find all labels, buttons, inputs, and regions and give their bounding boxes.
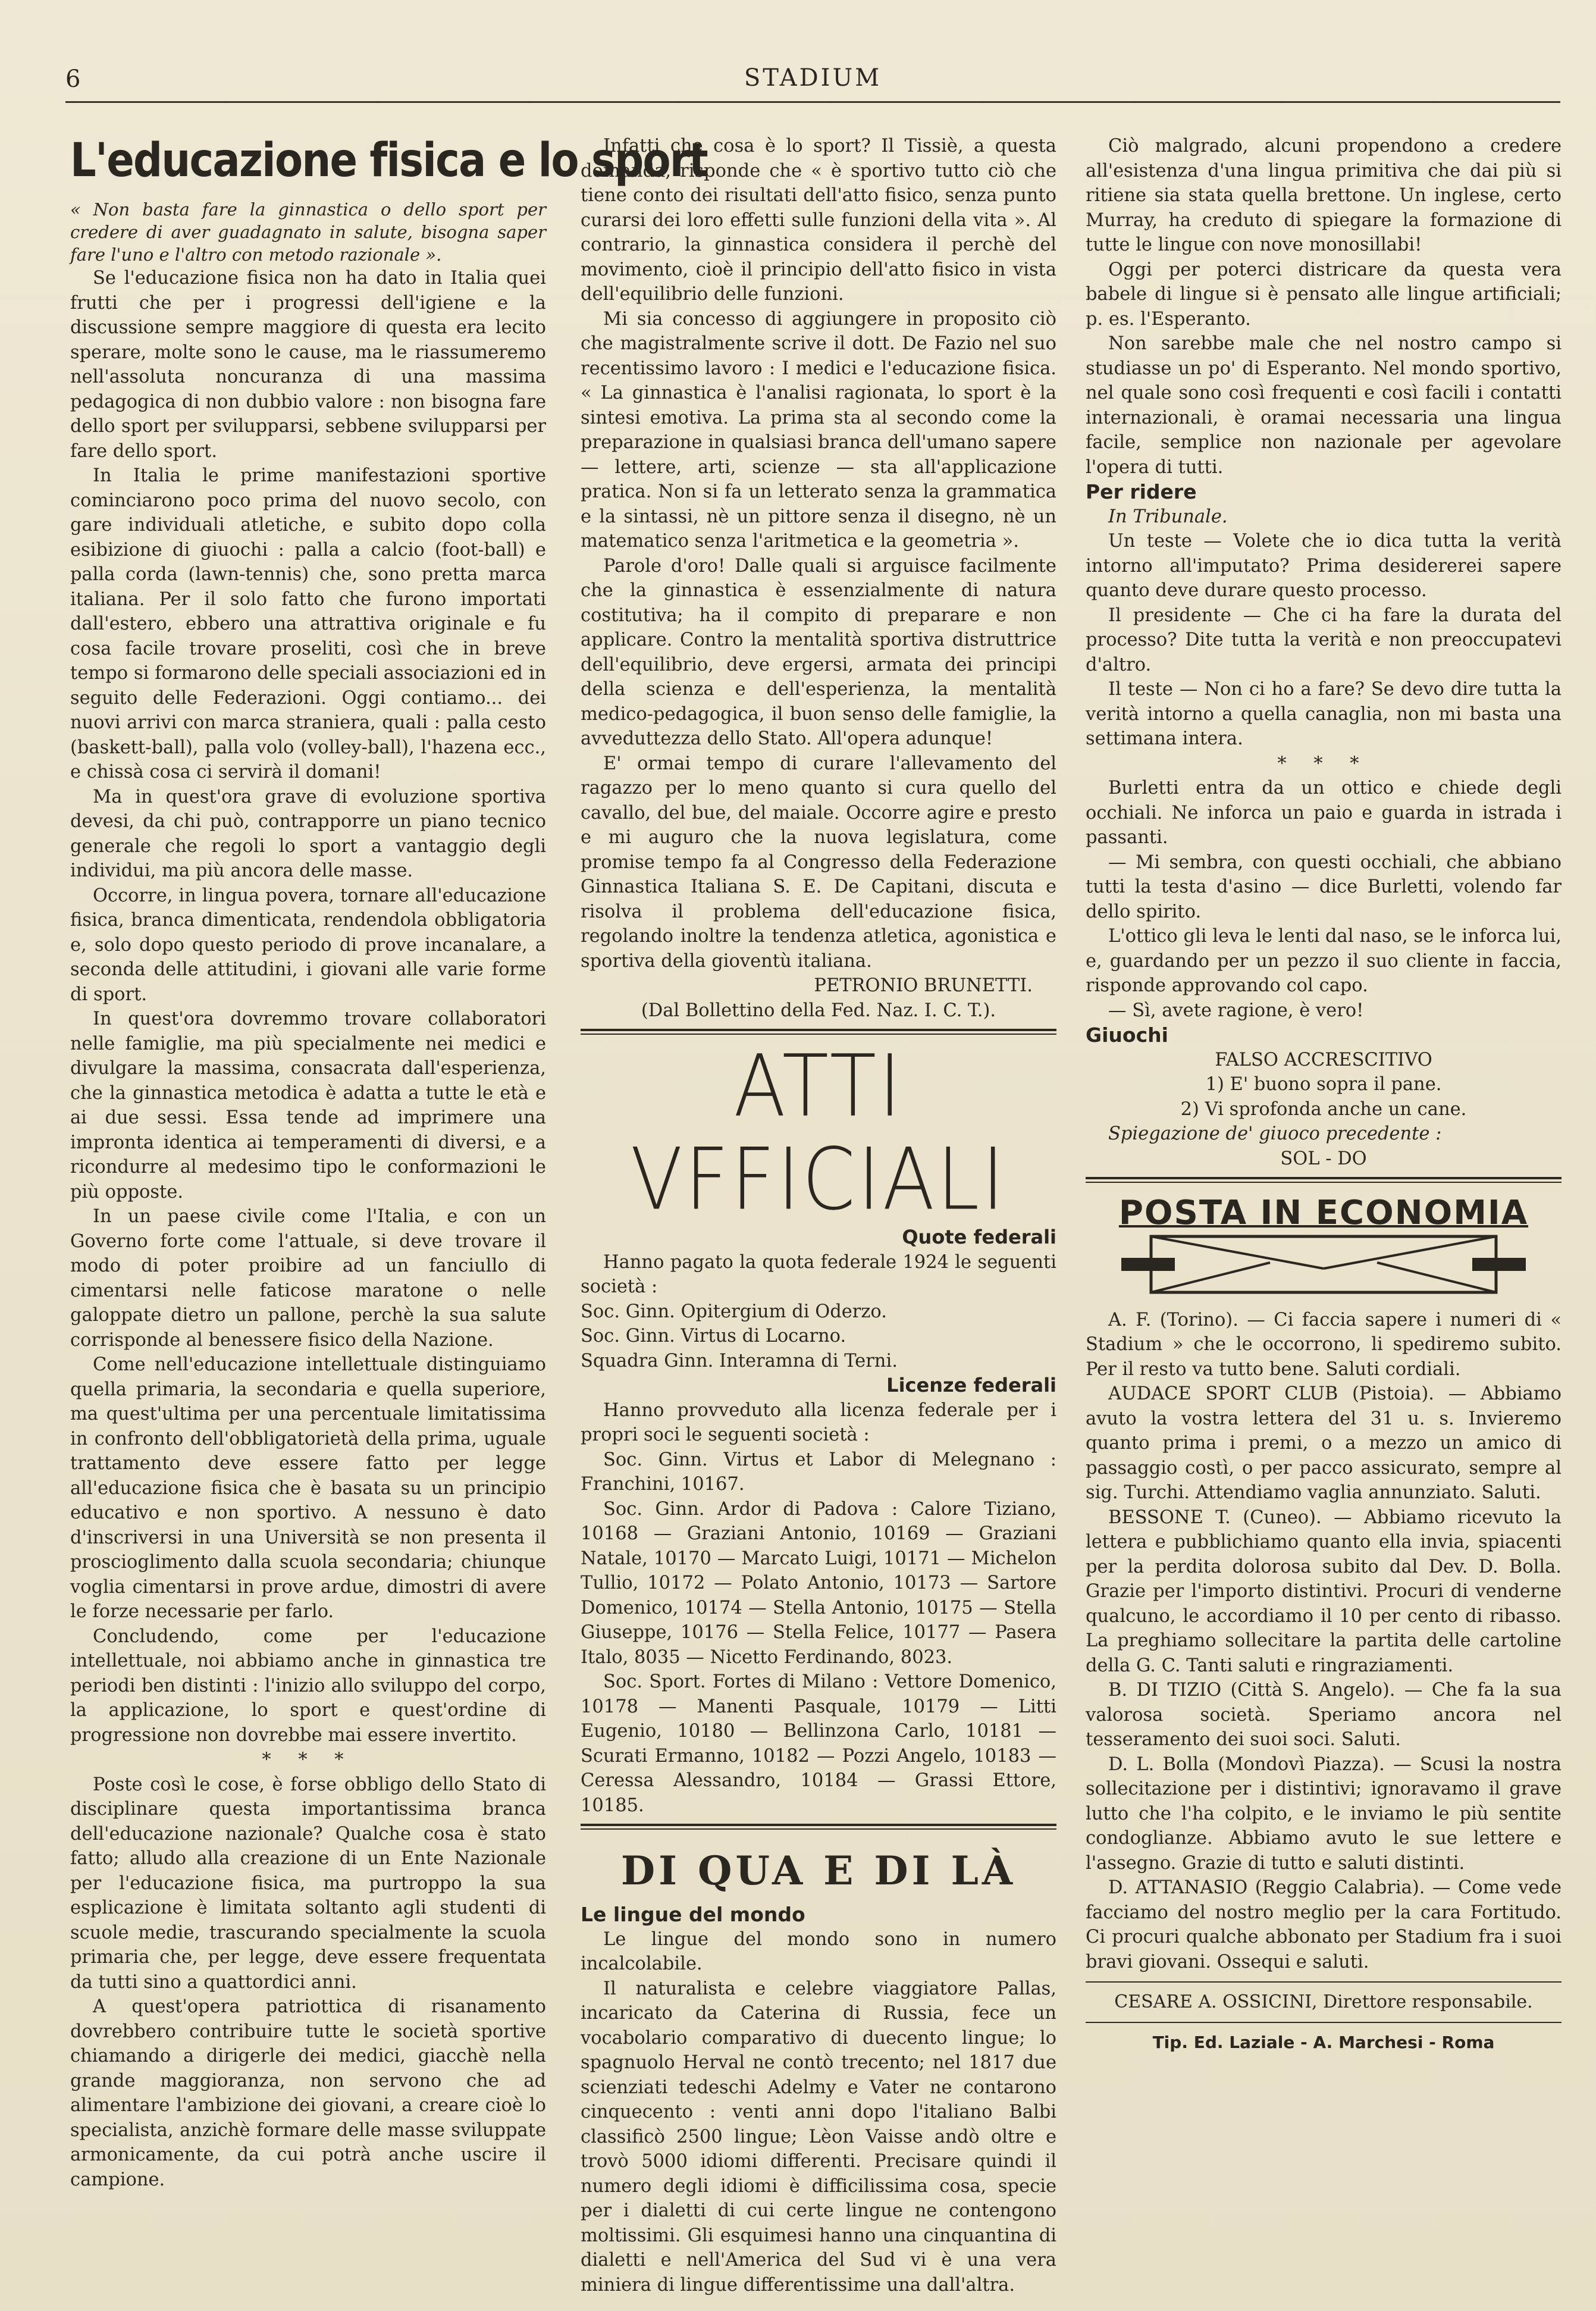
lingue-paragraph: Il naturalista e celebre viaggiatore Pallas, incaricato da Caterina di Russia, fece un vocabolario comparativo di duecento lingue; lo spagnuolo Herval ne contò trecento; nel 1817 due scienziati tedeschi Adelmy e Vater ne contarono cinquecento : venti anni dopo l'italiano Balbi classificò 2500 lingue; Lèon Vaisse andò oltre e trovò 5000 idiomi differenti. Precisare quindi il numero degli idiomi è difficilissima cosa, specie per i dialetti di cui certe lingue ne contengono moltissimi. Gli esquimesi hanno una cinquantina di dialetti e nell'America del Sud vi è una vera miniera di lingue differentissime una dall'altra. [581, 1978, 1056, 2296]
quote-federali-heading: Quote federali [902, 1226, 1056, 1248]
quote-item: Squadra Ginn. Interamna di Terni. [581, 1350, 898, 1371]
licenze-federali-heading: Licenze federali [886, 1374, 1056, 1396]
lingue-paragraph: Non sarebbe male che nel nostro campo si studiasse un po' di Esperanto. Nel mondo sportivo, nel quale sono così frequenti e così facili i contatti internazionali, è oramai necessaria una lingua facile, semplice non nazionale per agevolare l'opera di tutti. [1086, 333, 1561, 478]
posta-title-text: POSTA IN ECONOMIA [1118, 1194, 1529, 1232]
lingue-paragraph: Le lingue del mondo sono in numero incalcolabile. [581, 1928, 1056, 1974]
article-paragraph: A quest'opera patriottica di risanamento dovrebbero contribuire tutte le società sportive chiamando a dirigerle dei medici, giacchè nella grande maggioranza, non servono che ad alimentare l'ambizione dei giovani, a creare cioè lo specialista, anzichè formare delle masse sviluppate armonicamente, da cui potrà anche uscire il campione. [70, 1996, 546, 2190]
posta-in-economia-heading [1086, 1194, 1561, 1232]
column-3 [1086, 134, 1561, 2055]
article-paragraph: E' ormai tempo di curare l'allevamento del ragazzo per lo meno quanto si cura quello del cavallo, del bue, del maiale. Occorre agire e presto e mi auguro che la nuova legislatura, come promise tempo fa al Congresso della Federazione Ginnastica Italiana S. E. De Capitani, discuta e risolva il problema dell'educazione fisica, regolando inoltre la tendenza atletica, agonistica e sportiva della gioventù italiana. [581, 753, 1056, 972]
article-paragraph: In un paese civile come l'Italia, e con un Governo forte come l'attuale, si deve trovare il modo di poter proibire ad un fanciullo di cimentarsi nelle faticose maratone o nelle galoppate dietro un pallone, perchè la sua salute corrisponde al benessere fisico della Nazione. [70, 1206, 546, 1351]
divider [581, 1029, 1056, 1035]
quote-item: Soc. Ginn. Opitergium di Oderzo. [581, 1301, 887, 1322]
posta-item: D. L. Bolla (Mondovì Piazza). — Scusi la nostra sollecitazione per i distintivi; ignoravamo il grave lutto che l'ha colpito, e le inviamo le più sentite condoglianze. Abbiamo avuto le sue lettere e l'assegno. Grazie di tutto e saluti distinti. [1086, 1753, 1561, 1874]
lingue-paragraph: Oggi per poterci districare da questa vera babele di lingue si è pensato alle lingue artificiali; p. es. l'Esperanto. [1086, 259, 1561, 330]
article-title: L'educazione fisica e lo sport [70, 134, 707, 187]
divider [1086, 1177, 1561, 1183]
section-separator: * * * [262, 1749, 355, 1770]
posta-item: AUDACE SPORT CLUB (Pistoia). — Abbiamo avuto la vostra lettera del 31 u. s. Invieremo quanto prima i premi, o a mezzo un amico di passaggio costì, o per pacco assicurato, sempre al sig. Turchi. Attendiamo vaglia annunziato. Saluti. [1086, 1383, 1561, 1503]
posta-item: A. F. (Torino). — Ci faccia sapere i numeri di « Stadium » che le occorrono, li spediremo subito. Per il resto va tutto bene. Saluti cordiali. [1086, 1309, 1561, 1380]
giuoco-spiegazione: Spiegazione de' giuoco precedente : [1108, 1123, 1442, 1144]
article-paragraph: Infatti che cosa è lo sport? Il Tissiè, a questa domanda, risponde che « è sportivo tutto ciò che tiene conto dei risultati dell'atto fisico, senza punto curarsi dei loro effetti sulle funzioni della vita ». Al contrario, la ginnastica considera il perchè del movimento, cioè il principio dell'atto fisico in vista dell'equilibrio delle funzioni. [581, 136, 1056, 305]
quote-item: Soc. Ginn. Virtus di Locarno. [581, 1326, 846, 1346]
joke-line: — Mi sembra, con questi occhiali, che abbiano tutti la testa d'asino — dice Burletti, volendo far dello spirito. [1086, 851, 1561, 922]
joke-line: — Sì, avete ragione, è vero! [1108, 1000, 1364, 1021]
licenze-intro: Hanno provveduto alla licenza federale per i propri soci le seguenti società : [581, 1399, 1056, 1445]
envelope-icon [1115, 1232, 1532, 1297]
licenze-item: Soc. Ginn. Virtus et Labor di Melegnano : Franchini, 10167. [581, 1449, 1056, 1495]
joke-line: Burletti entra da un ottico e chiede degli occhiali. Ne inforca un paio e guarda in istrada i passanti. [1086, 778, 1561, 848]
giuoco-clue: 1) E' buono sopra il pane. [1205, 1074, 1442, 1095]
director-line: CESARE A. OSSICINI, Direttore responsabile. [1114, 1991, 1533, 2012]
journal-title: STADIUM [744, 64, 882, 92]
article-paragraph: Come nell'educazione intellettuale distinguiamo quella primaria, la secondaria e quella superiore, ma quest'ultima per una percentuale limitatissima in confronto dell'obbligatorietà della prima, uguale trattamento deve essere fatto per legge all'educazione fisica che è basata su un principio educativo e non sportivo. A nessuno è dato d'inscriversi in una Università se non presenta il proscioglimento dalla scuola secondaria; chiunque voglia cimentarsi in prove ardue, dimostri di avere le forze necessarie per farlo. [70, 1354, 546, 1622]
giuoco-clue: 2) Vi sprofonda anche un cane. [1180, 1098, 1467, 1120]
quote-intro: Hanno pagato la quota federale 1924 le seguenti società : [581, 1251, 1056, 1297]
joke-line: L'ottico gli leva le lenti dal naso, se le inforca lui, e, guardando per un pezzo il suo cliente in faccia, risponde approvando col capo. [1086, 926, 1561, 996]
column-2 [581, 134, 1056, 2297]
lingue-heading: Le lingue del mondo [581, 1903, 805, 1926]
page-header [65, 60, 1560, 103]
licenze-item: Soc. Ginn. Ardor di Padova : Calore Tiziano, 10168 — Graziani Antonio, 10169 — Graziani Natale, 10170 — Marcato Luigi, 10171 — Michelon Tullio, 10172 — Polato Antonio, 10173 — Sartore Domenico, 10174 — Stella Antonio, 10175 — Stella Giuseppe, 10176 — Stella Felice, 10177 — Pasera Italo, 8035 — Nicetto Ferdinando, 8023. [581, 1498, 1056, 1668]
article-paragraph: In quest'ora dovremmo trovare collaboratori nelle famiglie, ma più specialmente nei medici e divulgare la massima, consacrata dall'esperienza, che la ginnastica metodica è adatta a tutte le età e ai due sessi. Essa tende ad imprimere una impronta identica ai temperamenti di diversi, e a ricondurre al medesimo tipo le conformazioni le più opposte. [70, 1009, 546, 1203]
atti-ufficiali-heading: ATTI VFFICIALI [630, 1036, 1007, 1230]
article-paragraph: Occorre, in lingua povera, tornare all'educazione fisica, branca dimenticata, rendendola obbligatoria e, solo dopo questo periodo di prove incanalare, a seconda delle attitudini, i giovani alle varie forme di sport. [70, 885, 546, 1005]
giuoco-soluzione: SOL - DO [1280, 1148, 1367, 1169]
posta-item: BESSONE T. (Cuneo). — Abbiamo ricevuto la lettera e pubblichiamo quanto ella invia, spiacenti per la perdita dolorosa subito dal Dev. D. Bolla. Grazie per l'importo distintivi. Procuri di venderne qualcuno, le accordiamo il 10 per cento di ribasso. La preghiamo sollecitare la partita delle cartoline della G. C. Tanti saluti e ringraziamenti. [1086, 1507, 1561, 1676]
article-epigraph: « Non basta fare la ginnastica o dello sport per credere di aver guadagnato in salute, bisogna saper fare l'uno e l'altro con metodo razionale ». [70, 199, 546, 265]
article-paragraph: Ma in quest'ora grave di evoluzione sportiva devesi, da chi può, contrapporre un piano tecnico generale che regoli lo sport a vantaggio degli individui, ma più ancora delle masse. [70, 786, 546, 881]
article-paragraph: Se l'educazione fisica non ha dato in Italia quei frutti che per i progressi dell'igiene e la discussione sempre maggiore di questa era lecito sperare, molte sono le cause, ma le riassumeremo nell'assoluta noncuranza di una massima pedagogica di non dubbio valore : non bisogna fare dello sport per svilupparsi, sebbene svilupparsi per fare dello sport. [70, 268, 546, 462]
divider [581, 1824, 1056, 1830]
posta-item: D. ATTANASIO (Reggio Calabria). — Come vede facciamo del nostro meglio per la cara Fortitudo. Ci procuri qualche abbonato per Stadium fra i suoi bravi giovani. Ossequi e saluti. [1086, 1877, 1561, 1972]
licenze-item: Soc. Sport. Fortes di Milano : Vettore Domenico, 10178 — Manenti Pasquale, 10179 — Litti Eugenio, 10180 — Bellinzona Carlo, 10181 — Scurati Ermanno, 10182 — Pozzi Angelo, 10183 — Ceressa Alessandro, 10184 — Grassi Ettore, 10185. [581, 1671, 1056, 1816]
joke-line: Un teste — Volete che io dica tutta la verità intorno all'imputato? Prima desidererei sapere quanto deve durare questo processo. [1086, 531, 1561, 601]
printer-line: Tip. Ed. Laziale - A. Marchesi - Roma [1152, 2032, 1495, 2052]
article-paragraph: Poste così le cose, è forse obbligo dello Stato di disciplinare questa importantissima branca dell'educazione nazionale? Qualche cosa è stato fatto; alludo alla creazione di un Ente Nazionale per l'educazione fisica, ma purtroppo la sua esplicazione è limitata soltanto agli studenti di scuole medie, trascurando specialmente la scuola primaria che, per legge, deve essere frequentata da tutti sino a quattordici anni. [70, 1774, 546, 1993]
article-source: (Dal Bollettino della Fed. Naz. I. C. T.). [641, 1000, 996, 1021]
posta-item: B. DI TIZIO (Città S. Angelo). — Che fa la sua valorosa società. Speriamo ancora nel tesseramento dei suoi soci. Saluti. [1086, 1680, 1561, 1750]
giuochi-heading: Giuochi [1086, 1023, 1168, 1047]
divider [1086, 2022, 1561, 2023]
article-paragraph: Parole d'oro! Dalle quali si arguisce facilmente che la ginnastica è essenzialmente di natura costitutiva; ha il compito di preparare e non applicare. Contro la mentalità sportiva distruttrice dell'equilibrio, deve ergersi, armata dei principi della scienza e dell'esperienza, la mentalità medico-pedagogica, il buon senso delle famiglie, la avveduttezza dello Stato. All'opera adunque! [581, 555, 1056, 749]
article-paragraph: In Italia le prime manifestazioni sportive cominciarono poco prima del nuovo secolo, con gare individuali atletiche, e subito dopo colla esibizione di giuochi : palla a calcio (foot-ball) e palla corda (lawn-tennis) che, sono pretta marca italiana. Per il solo fatto che furono importati dall'estero, ebbero una attrattiva originale e fu cosa facile trovare proseliti, così che in breve tempo si formarono delle speciali associazioni ed in seguito delle Federazioni. Oggi contiamo... dei nuovi arrivi con marca straniera, quali : palla cesto (baskett-ball), palla volo (volley-ball), l'hazena ecc., e chissà cosa ci servirà il domani! [70, 465, 546, 782]
article-paragraph: Mi sia concesso di aggiungere in proposito ciò che magistralmente scrive il dott. De Fazio nel suo recentissimo lavoro : I medici e l'educazione fisica. « La ginnastica è l'analisi ragionata, lo sport è la sintesi emotiva. La prima sta al secondo come la preparazione in qualsiasi branca dell'umano sapere — lettere, arti, scienze — sta all'applicazione pratica. Non si fa un letterato senza la grammatica e la sintassi, nè un pittore senza il disegno, nè un matematico senza l'aritmetica e la geometria ». [581, 308, 1056, 552]
section-separator: * * * [1277, 753, 1370, 774]
per-ridere-heading: Per ridere [1086, 480, 1197, 503]
joke-line: Il teste — Non ci ho a fare? Se devo dire tutta la verità intorno a quella canaglia, non mi basta una settimana intera. [1086, 679, 1561, 749]
divider [1086, 1981, 1561, 1983]
article-paragraph: Concludendo, come per l'educazione intellettuale, noi abbiamo anche in ginnastica tre periodi ben distinti : l'inizio allo sviluppo del corpo, la applicazione, lo sport e quest'ordine di progressione non dovrebbe mai essere invertito. [70, 1626, 546, 1746]
lingue-paragraph: Ciò malgrado, alcuni propendono a credere all'esistenza d'una lingua primitiva che dai più si ritiene sia stata quella brettone. Un inglese, certo Murray, ha creduto di spiegare la formazione di tutte le lingue con nove monosillabi! [1086, 136, 1561, 255]
joke-line: Il presidente — Che ci ha fare la durata del processo? Dite tutta la verità e non preoccupatevi d'altro. [1086, 605, 1561, 675]
page-number: 6 [65, 65, 81, 93]
joke-line: In Tribunale. [1108, 506, 1228, 527]
di-qua-e-di-la-heading: DI QUA E DI LÀ [620, 1847, 1017, 1894]
giuoco-title: FALSO ACCRESCITIVO [1215, 1049, 1432, 1070]
article-author: PETRONIO BRUNETTI. [814, 975, 1033, 996]
